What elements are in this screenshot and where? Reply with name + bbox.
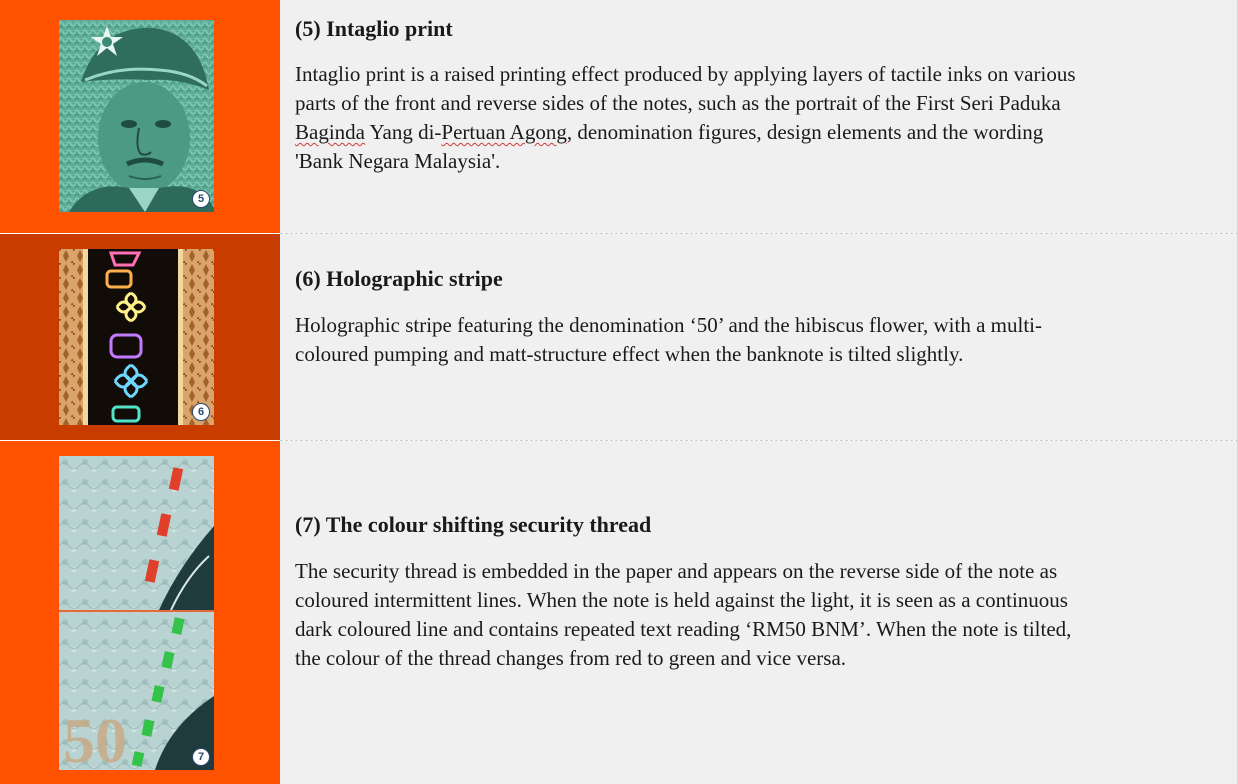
security-thread-image bbox=[59, 456, 214, 770]
text-cell bbox=[280, 441, 1238, 784]
feature-row-intaglio bbox=[0, 0, 1238, 233]
feature-number-badge: 5 bbox=[192, 190, 210, 208]
svg-text:50: 50 bbox=[63, 705, 127, 770]
feature-row-security-thread bbox=[0, 441, 1238, 784]
feature-description bbox=[295, 60, 1085, 176]
feature-number-badge: 7 bbox=[192, 748, 210, 766]
description-text: Yang di- bbox=[364, 120, 442, 144]
feature-title: (5) Intaglio print bbox=[295, 16, 453, 41]
description-text-spellcheck: Pertuan Agong bbox=[441, 120, 567, 144]
feature-row-holographic bbox=[0, 234, 1238, 440]
portrait-intaglio-image bbox=[59, 20, 214, 212]
feature-description: The security thread is embedded in the paper and appears on the reverse side of the note as coloured intermittent lines. When the note is held against the light, it is seen as a continuous dark coloured line and contains repeated text reading ‘RM50 BNM’. When the note is tilted, the colour of the thread changes from red to green and vice versa. bbox=[295, 559, 1072, 670]
holographic-stripe-image bbox=[59, 249, 214, 425]
image-panel bbox=[0, 441, 280, 784]
text-cell bbox=[280, 0, 1238, 233]
text-cell bbox=[280, 234, 1238, 440]
feature-title: (7) The colour shifting security thread bbox=[295, 512, 652, 537]
description-text-spellcheck: Baginda bbox=[295, 120, 365, 144]
feature-number-badge: 6 bbox=[192, 403, 210, 421]
image-panel bbox=[0, 234, 280, 440]
description-text: , denomination figures, design elements and the wording 'Bank Negara Malaysia'. bbox=[295, 120, 1044, 173]
feature-description: Holographic stripe featuring the denomination ‘50’ and the hibiscus flower, with a multi-coloured pumping and matt-structure effect when the banknote is tilted slightly. bbox=[295, 313, 1042, 366]
feature-title: (6) Holographic stripe bbox=[295, 266, 503, 291]
image-panel bbox=[0, 0, 280, 233]
description-text: Intaglio print is a raised printing effect produced by applying layers of tactile inks on various parts of the front and reverse sides of the notes, such as the portrait of the First Seri Paduka bbox=[295, 62, 1076, 115]
